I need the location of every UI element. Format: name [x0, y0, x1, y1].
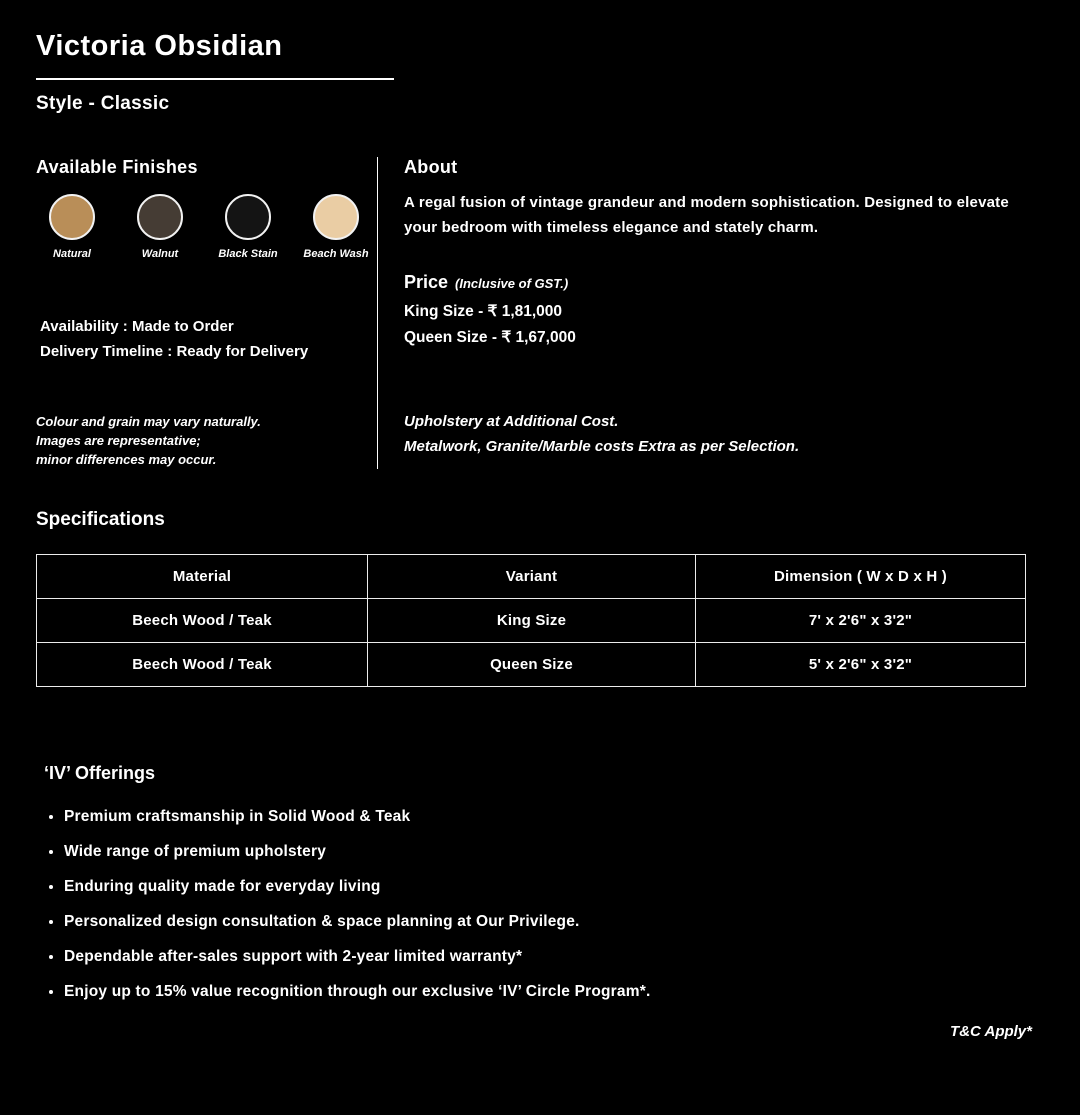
col-header-dimension: Dimension ( W x D x H ) — [696, 555, 1026, 599]
about-text: A regal fusion of vintage grandeur and modern sophistication. Designed to elevate your bedroom with timeless elegance and stately charm. — [404, 194, 1009, 236]
col-header-variant: Variant — [368, 555, 696, 599]
king-size-price: King Size - ₹ 1,81,000 — [404, 303, 563, 320]
specifications-heading: Specifications — [36, 509, 165, 530]
offering-item: Enduring quality made for everyday living — [44, 878, 1044, 896]
col-header-material: Material — [37, 555, 368, 599]
finish-color-walnut — [137, 194, 183, 240]
delivery-timeline-line: Delivery Timeline : Ready for Delivery — [40, 343, 309, 360]
offering-item: Dependable after-sales support with 2-year limited warranty* — [44, 948, 1044, 966]
title-underline — [36, 78, 394, 80]
availability-block — [36, 314, 377, 364]
style-subtitle: Style - Classic — [36, 93, 170, 114]
finish-color-beach-wash — [313, 194, 359, 240]
specifications-section — [36, 509, 1044, 687]
offerings-list — [44, 808, 1044, 1001]
finish-label: Black Stain — [218, 248, 278, 260]
queen-size-price: Queen Size - ₹ 1,67,000 — [404, 329, 576, 346]
cell-material: Beech Wood / Teak — [37, 599, 368, 643]
finishes-column — [36, 157, 377, 469]
table-header-row — [37, 555, 1026, 599]
offering-item: Wide range of premium upholstery — [44, 843, 1044, 861]
cell-variant: King Size — [368, 599, 696, 643]
finish-label: Walnut — [141, 248, 179, 260]
disclaimer-line: minor differences may occur. — [36, 452, 217, 467]
price-lines — [404, 299, 1044, 351]
finish-swatch-walnut — [124, 194, 196, 260]
finish-swatch-beach-wash — [300, 194, 372, 260]
offerings-section — [36, 763, 1044, 1001]
finish-color-black-stain — [225, 194, 271, 240]
finish-label: Natural — [53, 248, 91, 260]
page-title: Victoria Obsidian — [36, 30, 283, 62]
finish-label: Beach Wash — [303, 248, 369, 260]
about-heading: About — [404, 157, 458, 177]
disclaimer-line: Colour and grain may vary naturally. — [36, 414, 261, 429]
table-row — [37, 599, 1026, 643]
finishes-heading: Available Finishes — [36, 157, 198, 177]
gst-note: (Inclusive of GST.) — [455, 276, 569, 291]
offerings-heading: ‘IV’ Offerings — [44, 763, 156, 783]
price-heading — [404, 272, 1044, 293]
finish-swatches — [36, 194, 377, 260]
price-label: Price — [404, 272, 449, 292]
specifications-table — [36, 554, 1026, 687]
table-row — [37, 643, 1026, 687]
cell-dimension: 7' x 2'6" x 3'2" — [696, 599, 1026, 643]
availability-line: Availability : Made to Order — [40, 318, 234, 335]
offering-item: Enjoy up to 15% value recognition through our exclusive ‘IV’ Circle Program*. — [44, 983, 1044, 1001]
offering-item: Personalized design consultation & space planning at Our Privilege. — [44, 913, 1044, 931]
header — [36, 30, 1044, 115]
top-columns — [36, 157, 1044, 469]
cell-dimension: 5' x 2'6" x 3'2" — [696, 643, 1026, 687]
finish-disclaimer — [36, 412, 377, 469]
extras-line: Upholstery at Additional Cost. — [404, 413, 619, 430]
about-column — [377, 157, 1044, 469]
terms-note: T&C Apply* — [950, 1023, 1032, 1040]
finish-swatch-black-stain — [212, 194, 284, 260]
disclaimer-line: Images are representative; — [36, 433, 201, 448]
extras-line: Metalwork, Granite/Marble costs Extra as per Selection. — [404, 438, 800, 455]
finish-swatch-natural — [36, 194, 108, 260]
finish-color-natural — [49, 194, 95, 240]
cell-material: Beech Wood / Teak — [37, 643, 368, 687]
cell-variant: Queen Size — [368, 643, 696, 687]
offering-item: Premium craftsmanship in Solid Wood & Teak — [44, 808, 1044, 826]
price-extras-note — [404, 409, 1044, 459]
